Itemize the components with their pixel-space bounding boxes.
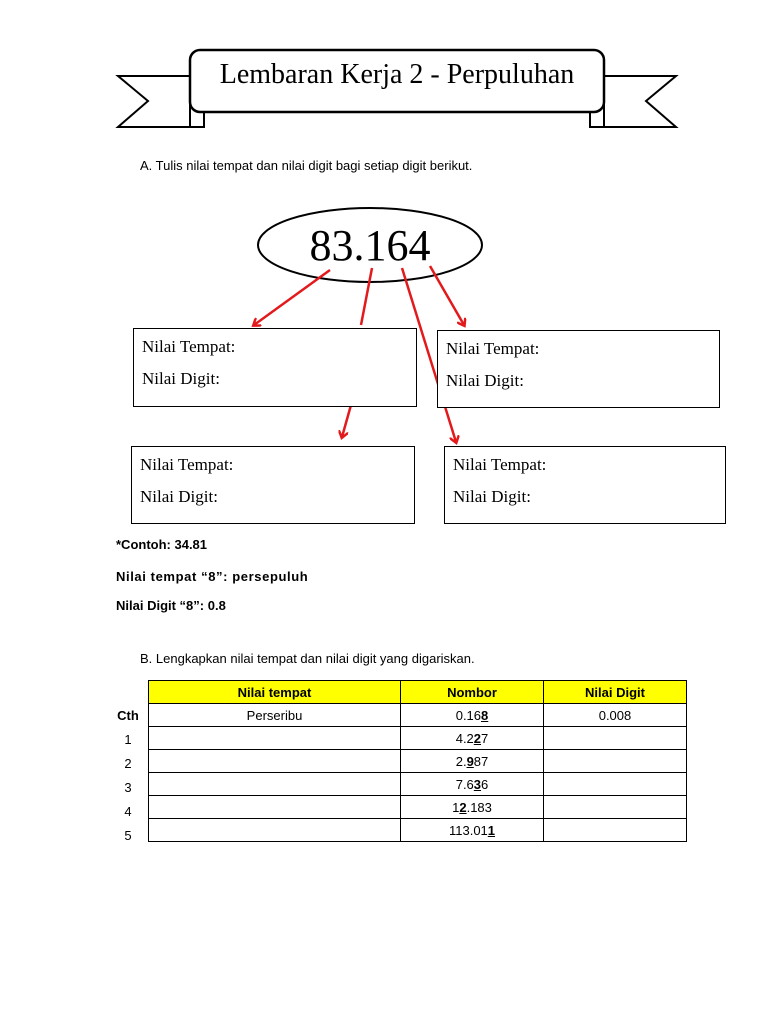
row-label: 5 bbox=[124, 828, 132, 843]
table-row bbox=[149, 773, 687, 796]
answer-box-3[interactable] bbox=[131, 446, 415, 524]
row-labels bbox=[110, 704, 146, 848]
cell-nilai-digit[interactable] bbox=[544, 819, 687, 842]
underlined-digit: 1 bbox=[487, 822, 496, 838]
table-row bbox=[149, 727, 687, 750]
underlined-digit: 2 bbox=[459, 799, 467, 815]
header-nombor: Nombor bbox=[401, 681, 544, 704]
cell-nombor: 12.183 bbox=[401, 796, 544, 819]
table-row bbox=[149, 704, 687, 727]
example-line-1: *Contoh: 34.81 bbox=[116, 537, 208, 552]
cell-nilai-tempat: Perseribu bbox=[149, 704, 401, 727]
header-nilai-digit: Nilai Digit bbox=[544, 681, 687, 704]
row-label: 1 bbox=[124, 732, 132, 747]
header-nilai-tempat: Nilai tempat bbox=[149, 681, 401, 704]
cell-nilai-digit[interactable] bbox=[544, 727, 687, 750]
example-line-2: Nilai tempat “8”: persepuluh bbox=[116, 569, 309, 584]
cell-nilai-tempat[interactable] bbox=[149, 773, 401, 796]
nilai-tempat-label: Nilai Tempat: bbox=[453, 455, 547, 474]
row-label: 2 bbox=[124, 756, 132, 771]
table-header-row bbox=[149, 681, 687, 704]
nilai-digit-label: Nilai Digit: bbox=[140, 487, 218, 506]
page-title: Lembaran Kerja 2 - Perpuluhan bbox=[219, 59, 575, 90]
underlined-digit: 3 bbox=[473, 776, 482, 792]
nilai-tempat-label: Nilai Tempat: bbox=[140, 455, 234, 474]
cell-nilai-digit[interactable] bbox=[544, 773, 687, 796]
table-row bbox=[149, 750, 687, 773]
underlined-digit: 2 bbox=[473, 730, 482, 746]
arrow-digit-3-lower bbox=[342, 405, 351, 437]
main-number: 83.164 bbox=[309, 220, 431, 270]
cell-nilai-tempat[interactable] bbox=[149, 819, 401, 842]
nilai-digit-label: Nilai Digit: bbox=[142, 369, 220, 388]
cell-nombor: 0.168 bbox=[401, 704, 544, 727]
table-row bbox=[149, 796, 687, 819]
table-row bbox=[149, 819, 687, 842]
section-a-instruction: A. Tulis nilai tempat dan nilai digit bagi setiap digit berikut. bbox=[140, 158, 473, 173]
cell-nilai-digit[interactable] bbox=[544, 796, 687, 819]
cell-nombor: 113.011 bbox=[401, 819, 544, 842]
answer-box-4[interactable] bbox=[444, 446, 726, 524]
row-label: 4 bbox=[124, 804, 132, 819]
nilai-digit-label: Nilai Digit: bbox=[446, 371, 524, 390]
row-label: 3 bbox=[124, 780, 132, 795]
cell-nombor: 7.636 bbox=[401, 773, 544, 796]
answer-box-2[interactable] bbox=[437, 330, 720, 408]
nilai-tempat-label: Nilai Tempat: bbox=[446, 339, 540, 358]
example-line-3: Nilai Digit “8”: 0.8 bbox=[116, 598, 226, 613]
cell-nilai-digit[interactable] bbox=[544, 750, 687, 773]
underlined-digit: 8 bbox=[481, 707, 489, 723]
nilai-digit-label: Nilai Digit: bbox=[453, 487, 531, 506]
answer-table bbox=[148, 680, 687, 842]
cell-nilai-tempat[interactable] bbox=[149, 796, 401, 819]
row-label-example: Cth bbox=[117, 708, 139, 723]
answer-box-1[interactable] bbox=[133, 328, 417, 407]
cell-nilai-tempat[interactable] bbox=[149, 727, 401, 750]
underlined-digit: 9 bbox=[466, 753, 474, 769]
section-b-instruction: B. Lengkapkan nilai tempat dan nilai digit yang digariskan. bbox=[140, 651, 475, 666]
cell-nilai-tempat[interactable] bbox=[149, 750, 401, 773]
nilai-tempat-label: Nilai Tempat: bbox=[142, 337, 236, 356]
cell-nombor: 4.227 bbox=[401, 727, 544, 750]
cell-nombor: 2.987 bbox=[401, 750, 544, 773]
cell-nilai-digit: 0.008 bbox=[544, 704, 687, 727]
